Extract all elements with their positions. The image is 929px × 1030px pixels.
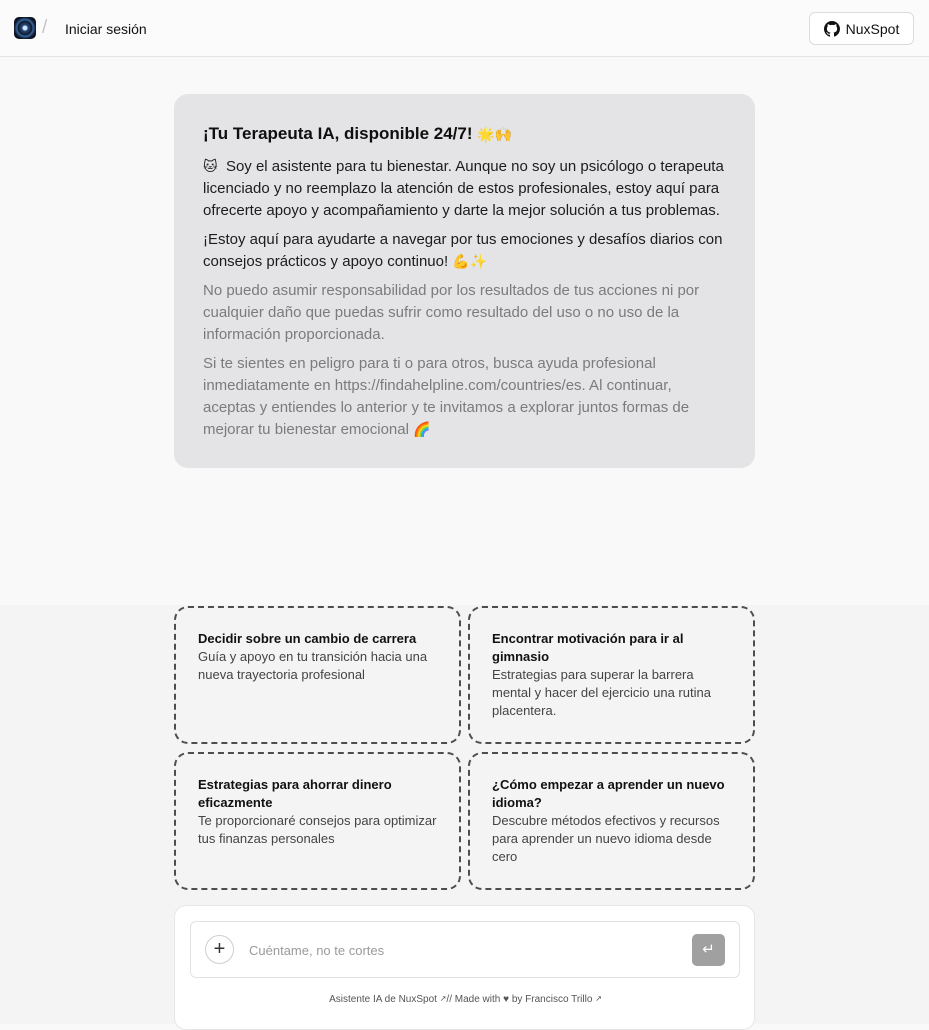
- github-button-label: NuxSpot: [845, 20, 900, 37]
- intro-message: [174, 94, 755, 468]
- suggestion-description: Estrategias para superar la barrera mental y hacer del ejercicio una rutina placentera.: [492, 667, 711, 718]
- suggestion-card[interactable]: [174, 752, 461, 890]
- intro-paragraph-2: [203, 229, 726, 273]
- suggestion-description: Te proporcionaré consejos para optimizar tus finanzas personales: [198, 813, 437, 846]
- suggestion-title: Estrategias para ahorrar dinero eficazmente: [198, 777, 392, 810]
- suggestion-title: Encontrar motivación para ir al gimnasio: [492, 631, 684, 664]
- suggestion-description: Guía y apoyo en tu transición hacia una nueva trayectoria profesional: [198, 649, 428, 682]
- signin-link[interactable]: Iniciar sesión: [65, 21, 147, 37]
- disclaimer-2: [203, 353, 726, 441]
- disclaimer-2-text: Si te sientes en peligro para ti o para otros, busca ayuda profesional inmediatamente en https://findahelpline.com/countries/es. Al continuar, aceptas y entiendes lo anterior y te invitamos a explorar juntos formas de mejorar tu bienestar emocional: [203, 355, 690, 438]
- chat-input-box: [190, 921, 740, 978]
- external-link-icon: ↗: [439, 994, 447, 1003]
- muscle-sparkles-emoji-icon: 💪✨: [452, 254, 488, 270]
- github-icon: [824, 21, 840, 37]
- intro-paragraph-2-text: ¡Estoy aquí para ayudarte a navegar por tus emociones y desafíos diarios con consejos prácticos y apoyo continuo!: [203, 231, 723, 270]
- github-button[interactable]: [809, 12, 914, 45]
- star-hands-emoji-icon: 🌟🙌: [477, 127, 513, 143]
- suggestion-card[interactable]: [468, 606, 755, 744]
- intro-title: [203, 122, 726, 147]
- intro-paragraph-1-text: Soy el asistente para tu bienestar. Aunque no soy un psicólogo o terapeuta licenciado y no reemplazo la atención de estos profesionales, estoy aquí para ofrecerte apoyo y acompañamiento y darte la mejor solución a tus problemas.: [203, 158, 724, 219]
- suggestion-description: Descubre métodos efectivos y recursos para aprender un nuevo idioma desde cero: [492, 813, 720, 864]
- rainbow-emoji-icon: 🌈: [413, 422, 431, 438]
- send-button[interactable]: [692, 934, 725, 966]
- suggestion-card[interactable]: [468, 752, 755, 890]
- external-link-icon: ↗: [595, 994, 602, 1003]
- suggestion-card[interactable]: [174, 606, 461, 744]
- top-header: [0, 0, 929, 57]
- breadcrumb-separator: /: [42, 17, 48, 38]
- footer-credits: [175, 994, 756, 1005]
- suggestion-title: Decidir sobre un cambio de carrera: [198, 631, 417, 646]
- footer-link-author[interactable]: Francisco Trillo: [525, 994, 593, 1005]
- cat-emoji-icon: 🐱: [203, 159, 218, 175]
- chat-input[interactable]: [249, 937, 679, 963]
- plus-icon[interactable]: +: [205, 935, 234, 964]
- intro-title-text: ¡Tu Terapeuta IA, disponible 24/7!: [203, 124, 473, 143]
- footer-middle-text: // Made with ♥ by: [446, 994, 523, 1005]
- enter-icon: ↵: [702, 941, 715, 958]
- intro-paragraph-1: [203, 156, 726, 222]
- chat-composer: [174, 905, 755, 1030]
- disclaimer-1: No puedo asumir responsabilidad por los resultados de tus acciones ni por cualquier daño que puedas sufrir como resultado del uso o no uso de la información proporcionada.: [203, 282, 700, 343]
- footer-link-assistant[interactable]: Asistente IA de NuxSpot: [329, 994, 437, 1005]
- app-logo-icon[interactable]: [14, 17, 36, 39]
- suggestion-title: ¿Cómo empezar a aprender un nuevo idioma?: [492, 777, 725, 810]
